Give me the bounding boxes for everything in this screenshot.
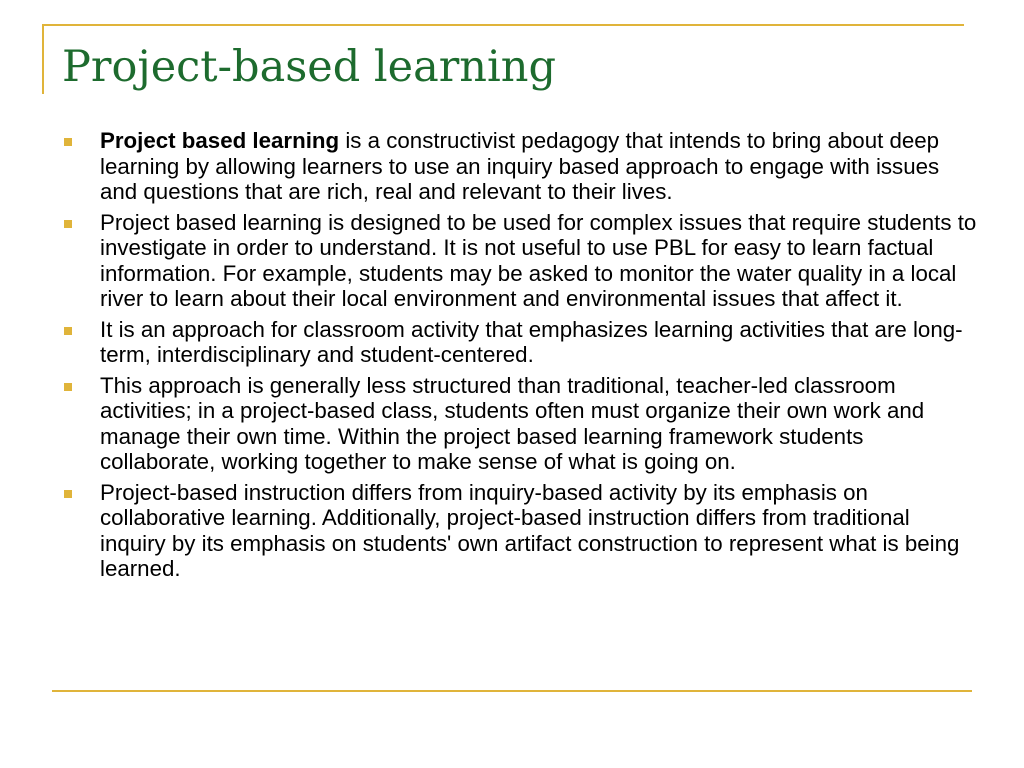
- square-bullet-icon: [64, 327, 72, 335]
- bullet-item: [62, 373, 980, 475]
- bullet-item: [62, 480, 980, 582]
- bullet-lead: Project based learning: [100, 128, 340, 153]
- bullet-item: [62, 210, 980, 312]
- left-rule: [42, 24, 44, 94]
- bullet-item: [62, 317, 980, 368]
- bullet-item: [62, 128, 980, 205]
- top-rule: [42, 24, 964, 26]
- slide-title: Project-based learning: [62, 42, 556, 92]
- bullet-list: [62, 128, 980, 587]
- square-bullet-icon: [64, 383, 72, 391]
- square-bullet-icon: [64, 138, 72, 146]
- square-bullet-icon: [64, 490, 72, 498]
- bottom-rule: [52, 690, 972, 692]
- bullet-text: Project-based instruction differs from inquiry-based activity by its emphasis on collaborative learning. Additionally, project-based instruction differs from traditional inquiry by its emphasis on students' own artifact construction to represent what is being learned.: [100, 479, 960, 581]
- bullet-text: is a constructivist pedagogy that intends to bring about deep learning by allowing learners to use an inquiry based approach to engage with issues and questions that are rich, real and relevant to their lives.: [100, 128, 940, 204]
- square-bullet-icon: [64, 220, 72, 228]
- bullet-text: This approach is generally less structured than traditional, teacher-led classroom activities; in a project-based class, students often must organize their own work and manage their own time. Within the project based learning framework students collaborate, working together to make sense of what is going on.: [100, 372, 925, 474]
- bullet-text: It is an approach for classroom activity that emphasizes learning activities that are long-term, interdisciplinary and student-centered.: [100, 316, 963, 367]
- bullet-text: Project based learning is designed to be used for complex issues that require students to investigate in order to understand. It is not useful to use PBL for easy to learn factual information. For example, students may be asked to monitor the water quality in a local river to learn about their local environment and environmental issues that affect it.: [100, 209, 977, 311]
